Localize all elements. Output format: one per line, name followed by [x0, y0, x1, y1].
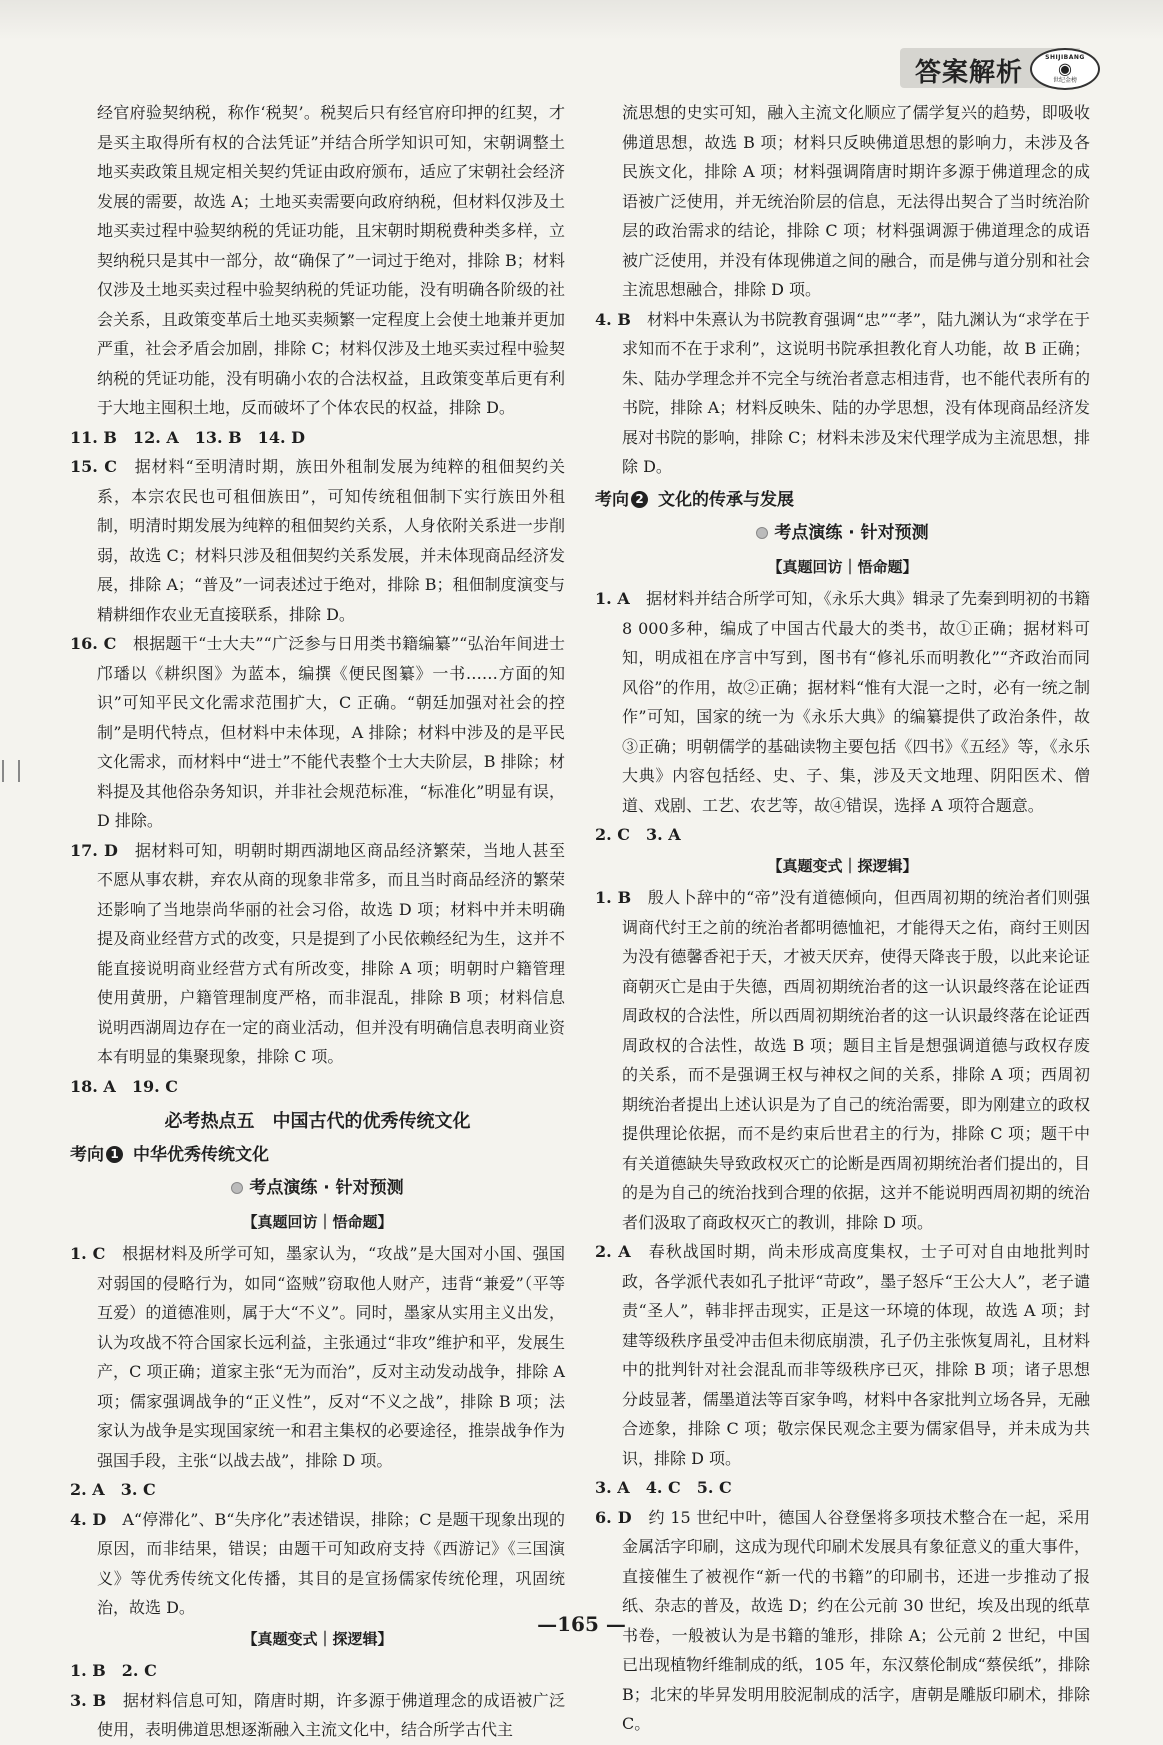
publisher-logo — [1030, 48, 1100, 90]
continued-paragraph-right: 流思想的史实可知，融入主流文化顺应了儒学复兴的趋势，即吸收佛道思想，故选 B 项；材料只反映佛道思想的影响力，未涉及各民族文化，排除 A 项；材料强调隋唐时期许多源于佛道理念的成语被广泛使用，并无统治阶层的信息，无法得出契合了当时统治阶层的政治需求的结论，排除 C 项；材料强调源于佛道理念的成语被广泛使用，并没有体现佛道之间的融合，而是佛与道分别和社会主流思想融合，排除 D 项。 — [622, 103, 1090, 299]
direction-1-heading: 考向 1 中华优秀传统文化 — [70, 1144, 269, 1165]
d2-answer-4: 4. B 材料中朱熹认为书院教育强调“忠”“孝”，陆九渊认为“求学在于求知而不在于求利”，这说明书院承担教化育人功能，故 B 正确；朱、陆办学理念并不完全与统治者意志相违背，也不能代表所有的书院，排除 A；材料反映朱、陆的办学思想，没有体现商品经济发展对书院的影响，排除 C；材料未涉及宋代理学成为主流思想，排除 D。 — [595, 309, 1090, 476]
direction-2-heading: 考向 2 文化的传承与发展 — [595, 489, 794, 510]
answer-17: 17. D 据材料可知，明朝时期西湖地区商品经济繁荣，当地人甚至不愿从事农耕，弃农从商的现象非常多，而且当时商品经济的繁荣还影响了当地崇尚华丽的社会习俗，故选 D 项；材料中并未明确提及商业经营方式的改变，只是提到了小民依赖经纪为生，这并不能直接说明商业经营方式有所改变，排除 A 项；明朝时户籍管理使用黄册，户籍管理制度严格，而非混乱，排除 B 项；材料信息说明西湖周边存在一定的商业活动，但并没有明确信息表明商业资本有明显的集聚现象，排除 C 项。 — [70, 840, 565, 1066]
answers-18-19: 18. A 19. C — [70, 1076, 178, 1096]
direction-2-number: 2 — [631, 491, 648, 508]
left-column — [70, 98, 565, 1745]
page-number: —165 — — [537, 1612, 626, 1636]
eye-icon: ◉ — [1058, 59, 1072, 78]
logo-bottom-text: 世纪金榜 — [1052, 77, 1077, 84]
header-title: 答案解析 — [915, 58, 1024, 88]
continued-paragraph: 经官府验契纳税，称作‘税契’。税契后只有经官府印押的红契，才是买主取得所有权的合法凭证”并结合所学知识可知，宋朝调整土地买卖政策且规定相关契约凭证由政府颁布，适应了宋朝社会经济发展的需要，故选 A；土地买卖需要向政府纳税，但材料仅涉及土地买卖过程中验契纳税的凭证功能，且宋朝时期税费种类多样，立契纳税只是其中一部分，故“确保了”一词过于绝对，排除 B；材料仅涉及土地买卖过程中验契纳税的凭证功能，没有明确各阶级的社会关系，且政策变革后土地买卖频繁一定程度上会使土地兼并更加严重，社会矛盾会加剧，排除 C；材料仅涉及土地买卖过程中验契纳税的凭证功能，没有明确小农的合法权益，且政策变革后更有利于大地主囤积土地，反而破坏了个体农民的权益，排除 D。 — [97, 103, 565, 417]
d1-answers-2-3: 2. A 3. C — [70, 1480, 156, 1499]
answers-11-14: 11. B 12. A 13. B 14. D — [70, 427, 305, 447]
right-column — [595, 98, 1090, 1739]
r2-answer-1: 1. B 殷人卜辞中的“帝”没有道德倾向，但西周初期的统治者们则强调商代纣王之前的统治者都明德恤祀，才能得天之佑，商纣王则因为没有德馨香祀于天，才被天厌弃，使得天降丧于殷，以此来论证商朝灭亡是由于失德，西周初期统治者的这一认识最终落在论证西周政权的合法性，所以西周初期统治者的这一认识最终落在论证西周政权的合法性，故选 B 项；题目主旨是想强调道德与政权存废的关系，而不是强调王权与神权之间的关系，排除 A 项；西周初期统治者提出上述认识是为了自己的统治需要，即为刚建立的政权提供理论依据，而不是约束后世君主的行为，排除 C 项；题干中有关道德缺失导致政权灭亡的论断是西周初期统治者们提出的，目的是为自己的统治找到合理的依据，这并不能说明西周初期的统治者们汲取了商政权灭亡的教训，排除 D 项。 — [595, 888, 1090, 1232]
d1-answer-1: 1. C 根据材料及所学可知，墨家认为，“攻战”是大国对小国、强国对弱国的侵略行为，如同“盗贼”窃取他人财产，违背“兼爱”（平等互爱）的道德准则，属于大“不义”。同时，墨家从实用主义出发，认为攻战不符合国家长远利益，主张通过“非攻”维护和平，发展生产，C 项正确；道家主张“无为而治”，反对主动发动战争，排除 A 项；儒家强调战争的“正义性”，反对“不义之战”，排除 B 项；法家认为战争是实现国家统一和君主集权的必要途径，推崇战争作为强国手段，主张“以战去战”，排除 D 项。 — [70, 1244, 565, 1470]
d1-answer-4: 4. D A“停滞化”、B“失序化”表述错误，排除；C 是题干现象出现的原因，而非结果，错误；由题干可知政府支持《西游记》《三国演义》等优秀传统文化传播，其目的是宣扬儒家传统伦理，巩固统治，故选 D。 — [70, 1509, 565, 1617]
subtag-review-2: 【真题回访｜悟命题】 — [767, 557, 918, 576]
section-title: 必考热点五 中国古代的优秀传统文化 — [164, 1111, 471, 1132]
subtag-review-1: 【真题回访｜悟命题】 — [242, 1212, 393, 1231]
r2-answer-6: 6. D 约 15 世纪中叶，德国人谷登堡将多项技术整合在一起，采用金属活字印刷，这成为现代印刷术发展具有象征意义的重大事件，直接催生了被视作“新一代的书籍”的印刷书，还进一步推动了报纸、杂志的普及，故选 D；约在公元前 30 世纪，埃及出现的纸草书卷，一般被认为是书籍的雏形，排除 A；公元前 2 世纪，中国已出现植物纤维制成的纸，105 年，东汉蔡伦制成“蔡侯纸”，排除 B；北宋的毕昇发明用胶泥制成的活字，唐朝是雕版印刷术，排除 C。 — [595, 1507, 1090, 1733]
r-answers-2-3: 2. C 3. A — [595, 825, 681, 844]
drill-heading-1: 考点演练 · 针对预测 — [70, 1174, 565, 1204]
d2-answers-1-2: 1. B 2. C — [70, 1661, 157, 1680]
header-band — [0, 0, 1163, 40]
answer-16: 16. C 根据题干“士大夫”“广泛参与日用类书籍编纂”“弘治年间进士邝璠以《耕织图》为蓝本，编撰《便民图纂》一书……方面的知识”可知平民文化需求范围扩大，C 正确。“朝廷加强对社会的控制”是明代特点，但材料中未体现，A 排除；材料中涉及的是平民文化需求，而材料中“进士”不能代表整个士大夫阶层，B 排除；材料提及其他俗杂务知识，并非社会规范标准，“标准化”明显有误，D 排除。 — [70, 634, 565, 830]
direction-1-number: 1 — [106, 1146, 123, 1163]
bullet-icon — [231, 1182, 243, 1194]
logo-top-text: SHIJIBANG — [1045, 54, 1085, 61]
drill-heading-2: 考点演练 · 针对预测 — [595, 519, 1090, 549]
d2-answer-3: 3. B 据材料信息可知，隋唐时期，许多源于佛道理念的成语被广泛使用，表明佛道思想逐渐融入主流文化中，结合所学古代主 — [70, 1690, 565, 1739]
bullet-icon — [756, 527, 768, 539]
subtag-variant-1: 【真题变式｜探逻辑】 — [242, 1629, 393, 1648]
r2-answers-3-5: 3. A 4. C 5. C — [595, 1478, 732, 1497]
answer-15: 15. C 据材料“至明清时期，族田外租制发展为纯粹的租佃契约关系，本宗农民也可租佃族田”，可知传统租佃制下实行族田外租制，明清时期发展为纯粹的租佃契约关系，人身依附关系进一步削弱，故选 C；材料只涉及租佃契约关系发展，并未体现商品经济发展，排除 A；“普及”一词表述过于绝对，排除 B；租佃制度演变与精耕细作农业无直接联系，排除 D。 — [70, 457, 565, 624]
subtag-variant-2: 【真题变式｜探逻辑】 — [767, 856, 918, 875]
binding-margin-mark — [2, 760, 20, 782]
r-answer-1: 1. A 据材料并结合所学可知，《永乐大典》辑录了先秦到明初的书籍8 000多种，编成了中国古代最大的类书，故①正确；据材料可知，明成祖在序言中写到，图书有“修礼乐而明教化”“齐政治而同风俗”的作用，故②正确；据材料“惟有大混一之时，必有一统之制作”可知，国家的统一为《永乐大典》的编纂提供了政治条件，故③正确；明朝儒学的基础读物主要包括《四书》《五经》等，《永乐大典》内容包括经、史、子、集，涉及天文地理、阴阳医术、僧道、戏剧、工艺、农艺等，故④错误，选择 A 项符合题意。 — [595, 589, 1090, 815]
r2-answer-2: 2. A 春秋战国时期，尚未形成高度集权，士子可对自由地批判时政，各学派代表如孔子批评“苛政”，墨子怒斥“王公大人”，老子谴责“圣人”，韩非抨击现实，正是这一环境的体现，故选 A 项；封建等级秩序虽受冲击但未彻底崩溃，孔子仍主张恢复周礼，且材料中的批判针对社会混乱而非等级秩序已灭，排除 B 项；诸子思想分歧显著，儒墨道法等百家争鸣，材料中各家批判立场各异，无融合迹象，排除 C 项；敬宗保民观念主要为儒家倡导，并未成为共识，排除 D 项。 — [595, 1242, 1090, 1468]
